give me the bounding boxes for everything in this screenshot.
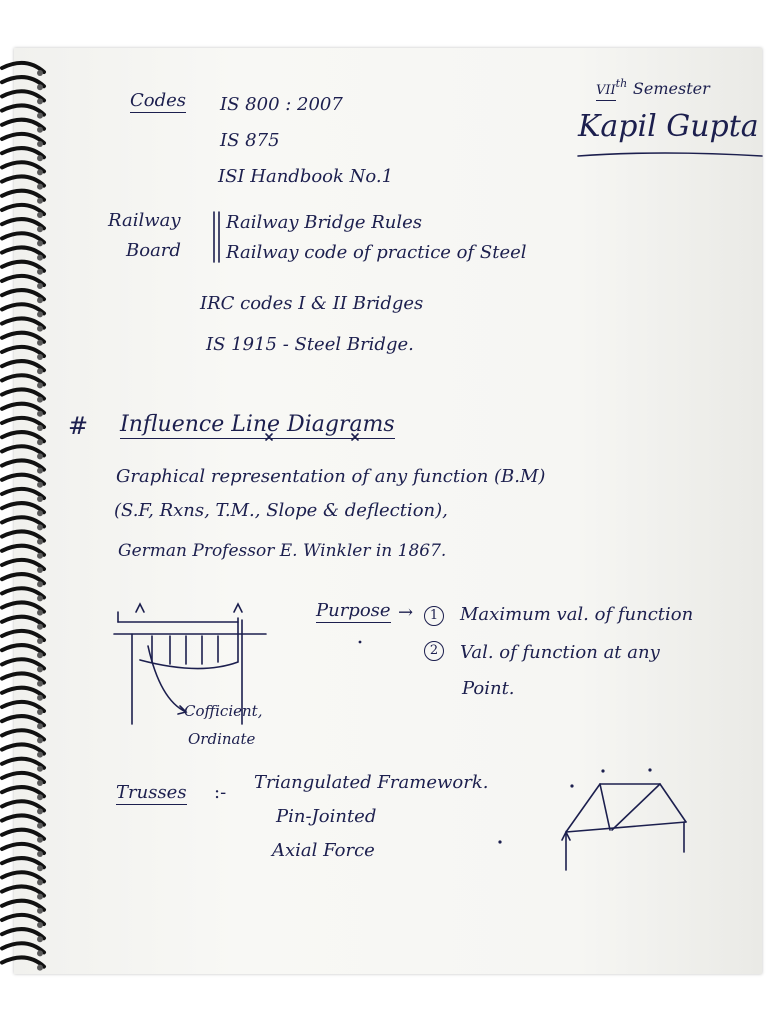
diagram-label-coefficient: Cofficient, [184,702,263,720]
ink-dot [570,784,573,787]
definition-line-1: Graphical representation of any function (B.M) [116,466,546,487]
purpose-num-2: 2 [424,641,444,661]
influence-line-diagram [114,604,266,724]
ink-dot [648,768,651,771]
truss-diagram [562,784,686,870]
trusses-line-1: Triangulated Framework. [254,772,489,793]
section-title: Influence Line Diagrams [120,412,395,437]
semester-label: VIIth Semester [596,78,710,98]
truss-left-diagonal [566,784,600,832]
ink-dot [498,840,501,843]
railway-rule-line1: Railway Bridge Rules [226,212,423,233]
definition-line-2: (S.F, Rxns, T.M., Slope & deflection), [114,500,448,521]
winkler-line: German Professor E. Winkler in 1867. [118,541,447,561]
truss-inner-diagonal [612,784,660,830]
name-underline [578,153,762,156]
purpose-num-1: 1 [424,606,444,626]
purpose-item-2-cont: Point. [462,678,515,699]
arrow-head-1 [136,604,144,612]
code-line-2: IS 875 [220,130,280,151]
ink-dot [359,641,362,644]
purpose-label: Purpose [316,600,391,621]
truss-bottom-chord [566,822,686,832]
trusses-line-2: Pin-Jointed [276,806,377,827]
truss-right-diagonal [660,784,686,822]
diagram-label-ordinate: Ordinate [188,730,256,748]
section-hash: # [68,412,89,440]
trusses-separator: :- [214,782,227,803]
irc-line-1: IRC codes I & II Bridges [200,293,424,314]
underline-x-2 [352,434,358,440]
railway-board-line1: Railway [108,210,181,231]
trusses-label: Trusses [116,782,187,803]
author-name: Kapil Gupta [578,109,759,144]
arrow-head-2 [234,604,242,612]
purpose-item-2: Val. of function at any [460,642,660,663]
underline-x-1 [266,434,272,440]
ink-dot [601,769,604,772]
purpose-arrow: → [398,602,414,623]
code-line-1: IS 800 : 2007 [220,94,343,115]
railway-rule-line2: Railway code of practice of Steel [226,242,527,263]
trusses-line-3: Axial Force [272,840,375,861]
purpose-item-1: Maximum val. of function [460,604,694,625]
label-pointer [148,646,186,712]
truss-vertical [600,784,610,830]
code-line-3: ISI Handbook No.1 [218,166,394,187]
codes-title: Codes [130,90,187,111]
railway-board-line2: Board [126,240,181,261]
diagram-curve [140,618,238,669]
irc-line-2: IS 1915 - Steel Bridge. [206,334,414,355]
